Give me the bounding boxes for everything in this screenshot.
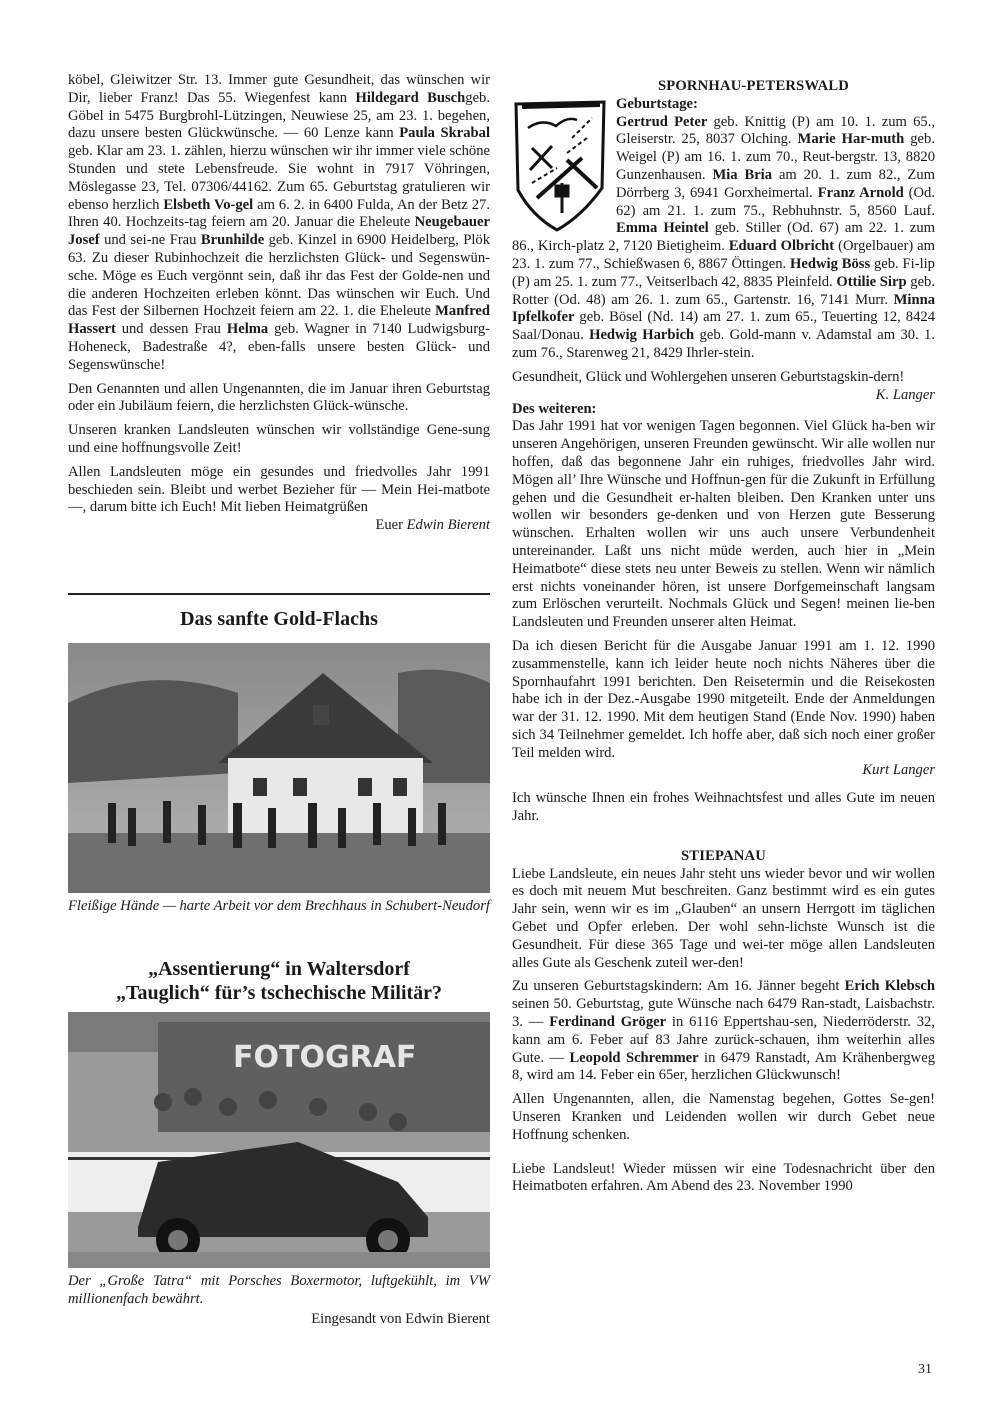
section-divider — [68, 593, 490, 595]
person-name: Marie Har-muth — [797, 131, 905, 148]
person-name: Ottilie Sirp — [836, 273, 907, 290]
signoff-prefix: Euer — [375, 517, 407, 534]
text-run: geb. Kinzel in 6900 Heidelberg, Plök 63. Zu dieser Rubinhochzeit die herzlichsten Glück- und Segenswün-sche. Möge es Euch vergönnt sein, daß ihr das Fest der Golde-nen und die anderen Hochzeiten erleben könnt. Das wünschen wir Euch. Und das Fest der Silbernen Hochzeit feiern am 22. 1. die Eheleute — [68, 232, 490, 320]
coat-of-arms-icon — [512, 98, 608, 234]
wishes-author: K. Langer — [875, 386, 935, 403]
text-run: geb. Wagner in 7140 Ludwigsburg-Hoheneck, Badestraße 4?, eben-falls unsere besten Glück- und Segenswünsche! — [68, 321, 490, 373]
person-name: Ferdinand Gröger — [549, 1014, 667, 1031]
text-run: am 6. 2. in 6400 Fulda, An der Betz 27. Ihren 40. Hochzeits-tag feiern am 20. Januar die Eheleute — [68, 196, 490, 231]
text-run: köbel, Gleiwitzer Str. 13. Immer gute Gesundheit, das wünschen wir Dir, lieber Franz! Das 55. Wiegenfest kann — [68, 72, 490, 106]
person-name: Leopold Schremmer — [569, 1049, 699, 1066]
text-run: und dessen Frau — [115, 321, 227, 338]
stiepanau-paragraph-1: Liebe Landsleute, ein neues Jahr steht uns wieder bevor und wir wollen es doch mit neuem Mut beschreiten. Ganz bestimmt wird es ein gutes Jahr sein, wenn wir es im „Glauben“ an unsern Herrgott im täglichen Gebet und Opfer erleben. Der wohl sehn-lichste Wunsch ist die Gesundheit. Für diese 365 Tage und wei-ter möge allen Landsleuten alles Gute als Geschenk zuteil wer-den! — [512, 865, 935, 971]
text-run: in 6479 Ranstadt, Am Krähenbergweg 8, wird am 14. Feber ein 65er, herzlichen Glückwunsch! — [512, 1049, 935, 1084]
paragraph — [68, 72, 490, 375]
article1-title: Das sanfte Gold-Flachs — [180, 608, 378, 630]
paragraph — [68, 381, 490, 417]
right-column — [512, 78, 935, 1196]
person-name: Mia Bria — [712, 166, 773, 183]
article2-title — [68, 957, 490, 1005]
person-name: Neugebauer Josef — [68, 214, 490, 249]
text-run: geb. Bösel (Nd. 14) am 27. 1. zum 65., Teuerting 12, 8424 Saal/Donau. — [512, 309, 935, 344]
text-run: geb. Knittig (P) am 10. 1. zum 65., Gleiserstr. 25, 8037 Olching. — [616, 113, 935, 148]
photo-sign-text: FOTOGRAF — [233, 1040, 417, 1075]
article2-title-line2: „Tauglich“ für’s tschechische Militär? — [115, 982, 443, 1004]
text-run: geb. Rotter (Od. 48) am 26. 1. zum 65., Gartenstr. 16, 7141 Murr. — [512, 273, 935, 308]
article2-credit: Eingesandt von Edwin Bierent — [311, 1311, 490, 1327]
person-name: Helma — [226, 321, 269, 338]
text-run: geb. Fi-lip (P) am 25. 1. zum 77., Veitserlbach 42, 8835 Pleinfeld. — [512, 255, 935, 290]
text-run: in 6116 Eppertshau-sen, Niederröderstr. 32, kann am 6. Feber auf 83 Jahre zurück-schauen, ihm weiterhin alles Gute. — — [512, 1014, 935, 1066]
person-name: Manfred Hassert — [68, 303, 490, 338]
person-name: Gertrud Peter — [616, 113, 708, 130]
person-name: Eduard Olbricht — [728, 238, 835, 255]
text-run: (Orgelbauer) am 23. 1. zum 77., Schießwasen 6, 8867 Öttingen. — [512, 238, 936, 272]
person-name: Hedwig Harbich — [589, 327, 695, 344]
wishes-text: Gesundheit, Glück und Wohlergehen unseren Geburtstagskin-dern! — [512, 368, 905, 385]
section-title-stiepanau: STIEPANAU — [680, 847, 767, 864]
article1-caption: Fleißige Hände — harte Arbeit vor dem Brechhaus in Schubert-Neudorf — [68, 898, 490, 914]
person-name: Franz Arnold — [817, 184, 904, 201]
article2-title-line1: „Assentierung“ in Waltersdorf — [148, 958, 410, 980]
photo-tatra-car — [68, 1012, 490, 1268]
stiepanau-paragraph-2 — [512, 978, 935, 1085]
person-name: Paula Skrabal — [399, 125, 490, 142]
section-title-spornhau: SPORNHAU-PETERSWALD — [657, 78, 850, 94]
birthday-greetings — [68, 72, 490, 517]
text-run: geb. Göbel in 5475 Burgbrohl-Lützingen, Neuwiese 25, am 23. 1. begehen, dazu unsere besten Glückwünsche. — 60 Lenze kann — [68, 89, 490, 142]
further-heading: Des weiteren: — [512, 400, 597, 417]
person-name: Elsbeth Vo-gel — [163, 196, 254, 213]
paragraph — [68, 464, 490, 517]
article2-caption: Der „Große Tatra“ mit Porsches Boxermotor, luftgekühlt, im VW millionenfach bewährt. — [68, 1273, 490, 1307]
signoff-name: Edwin Bierent — [406, 517, 490, 534]
photo-brechhaus — [68, 643, 490, 893]
text-run: geb. Gold-mann v. Adamstal am 30. 1. zum 76., Starenweg 21, 8429 Ihrler-stein. — [512, 327, 936, 361]
text-run: seinen 50. Geburtstag, gute Wünsche nach 6479 Ran-stadt, Laisbachstr. 3. — — [512, 996, 935, 1031]
paragraph — [68, 422, 490, 458]
birthdays-heading: Geburtstage: — [616, 95, 698, 112]
signoff — [68, 517, 490, 535]
stiepanau-paragraph-3: Allen Ungenannten, allen, die Namenstag begehen, Gottes Se-gen! Unseren Kranken und Leidenden wollen wir durch Gebet neue Hoffnung schenken. — [512, 1091, 935, 1143]
text-run: Zu unseren Geburtstagskindern: Am 16. Jänner begeht — [512, 978, 845, 995]
further-paragraph-2: Da ich diesen Bericht für die Ausgabe Januar 1991 am 1. 12. 1990 zusammenstelle, kann ich leider heute noch nichts Näheres über die Spornhaufahrt 1991 berichten. Den Reisetermin und die Reisekosten habe ich in der Dez.-Ausgabe 1990 mitgeteilt. Ende der Anmeldungen war der 31. 12. 1990. Mit dem heutigen Stand (Ende Nov. 1990) haben sich 34 Teilnehmer gemeldet. Ich hoffe aber, daß sich noch einer großer Teil melden wird. — [512, 637, 935, 761]
text-run: Allen Landsleuten möge ein gesundes und friedvolles Jahr 1991 beschieden sein. Bleibt und werbet Bezieher für — Mein Hei-matbote —, darum bitte ich Euch! Mit lieben Heimatgrüßen — [68, 463, 490, 516]
person-name: Erich Klebsch — [844, 978, 936, 995]
further-paragraph-1: Das Jahr 1991 hat vor wenigen Tagen begonnen. Viel Glück ha-ben wir unseren Angehörigen, unseren Freunden gewünscht. Wir alle wollen nur hoffen, daß das begonnene Jahr ein ruhiges, friedvolles Jahr wird. Mögen all’ Ihre Wünsche und Hoffnun-gen für die Zukunft in Erfüllung gehen und die Gesundheit er-halten bleiben. Den Kranken unter uns wollen wir besonders ge-denken und von Herzen gute Besserung wünschen. Erhalten wollen wir uns auch unsere Verbundenheit untereinander. Laßt uns nicht müde werden, auch hier in „Mein Heimatbote“ diese stets neu unter Beweis zu stellen. Wenn wir nämlich erst nichts voneinander hören, ist unsere Dorfgemeinschaft langsam zum Erlöschen verurteilt. Nochmals Glück und Segen! meinen lie-ben Landsleuten und Freunden unserer alten Heimat. — [512, 418, 935, 631]
person-name: Brunhilde — [200, 232, 265, 249]
left-column — [68, 72, 490, 535]
text-run: geb. Stiller (Od. 67) am 22. 1. zum 86., Kirch-platz 2, 7120 Bietigheim. — [512, 220, 935, 255]
further-paragraph-3: Ich wünsche Ihnen ein frohes Weihnachtsfest und alles Gute im neuen Jahr. — [512, 790, 935, 825]
person-name: Minna Ipfelkofer — [512, 291, 935, 326]
further-author: Kurt Langer — [862, 762, 935, 779]
person-name: Hildegard Busch — [355, 89, 466, 106]
text-run: geb. Klar am 23. 1. zählen, hierzu wünschen wir ihr immer viele schöne Stunden und stete Lebensfreude. Sie wohnt in 7917 Vöhringen, Möslegasse 23, Tel. 07306/44162. Zum 65. Geburtstag gratulieren wir ebenso herzlich — [68, 143, 490, 213]
person-name: Emma Heintel — [616, 220, 709, 237]
text-run: geb. Weigel (P) am 16. 1. zum 70., Reut-bergstr. 13, 8820 Gunzenhausen. — [616, 131, 935, 183]
text-run: (Od. 62) am 21. 1. zum 75., Rebhuhnstr. 5, 8560 Lauf. — [616, 184, 936, 219]
stiepanau-paragraph-4: Liebe Landsleut! Wieder müssen wir eine Todesnachricht über den Heimatboten erfahren. Am Abend des 23. November 1990 — [512, 1160, 935, 1195]
text-run: Den Genannten und allen Ungenannten, die im Januar ihren Geburtstag oder ein Jubiläum feiern, die herzlichsten Glück-wünsche. — [68, 380, 490, 415]
person-name: Hedwig Böss — [790, 255, 871, 272]
text-run: Unseren kranken Landsleuten wünschen wir vollständige Gene-sung und eine hoffnungsvolle Zeit! — [68, 422, 490, 456]
page-number: 31 — [918, 1362, 932, 1377]
text-run: am 20. 1. zum 82., Zum Dörrberg 3, 6941 Gorxheimertal. — [616, 166, 935, 201]
birthday-wishes — [512, 368, 935, 403]
text-run: und sei-ne Frau — [99, 232, 201, 249]
